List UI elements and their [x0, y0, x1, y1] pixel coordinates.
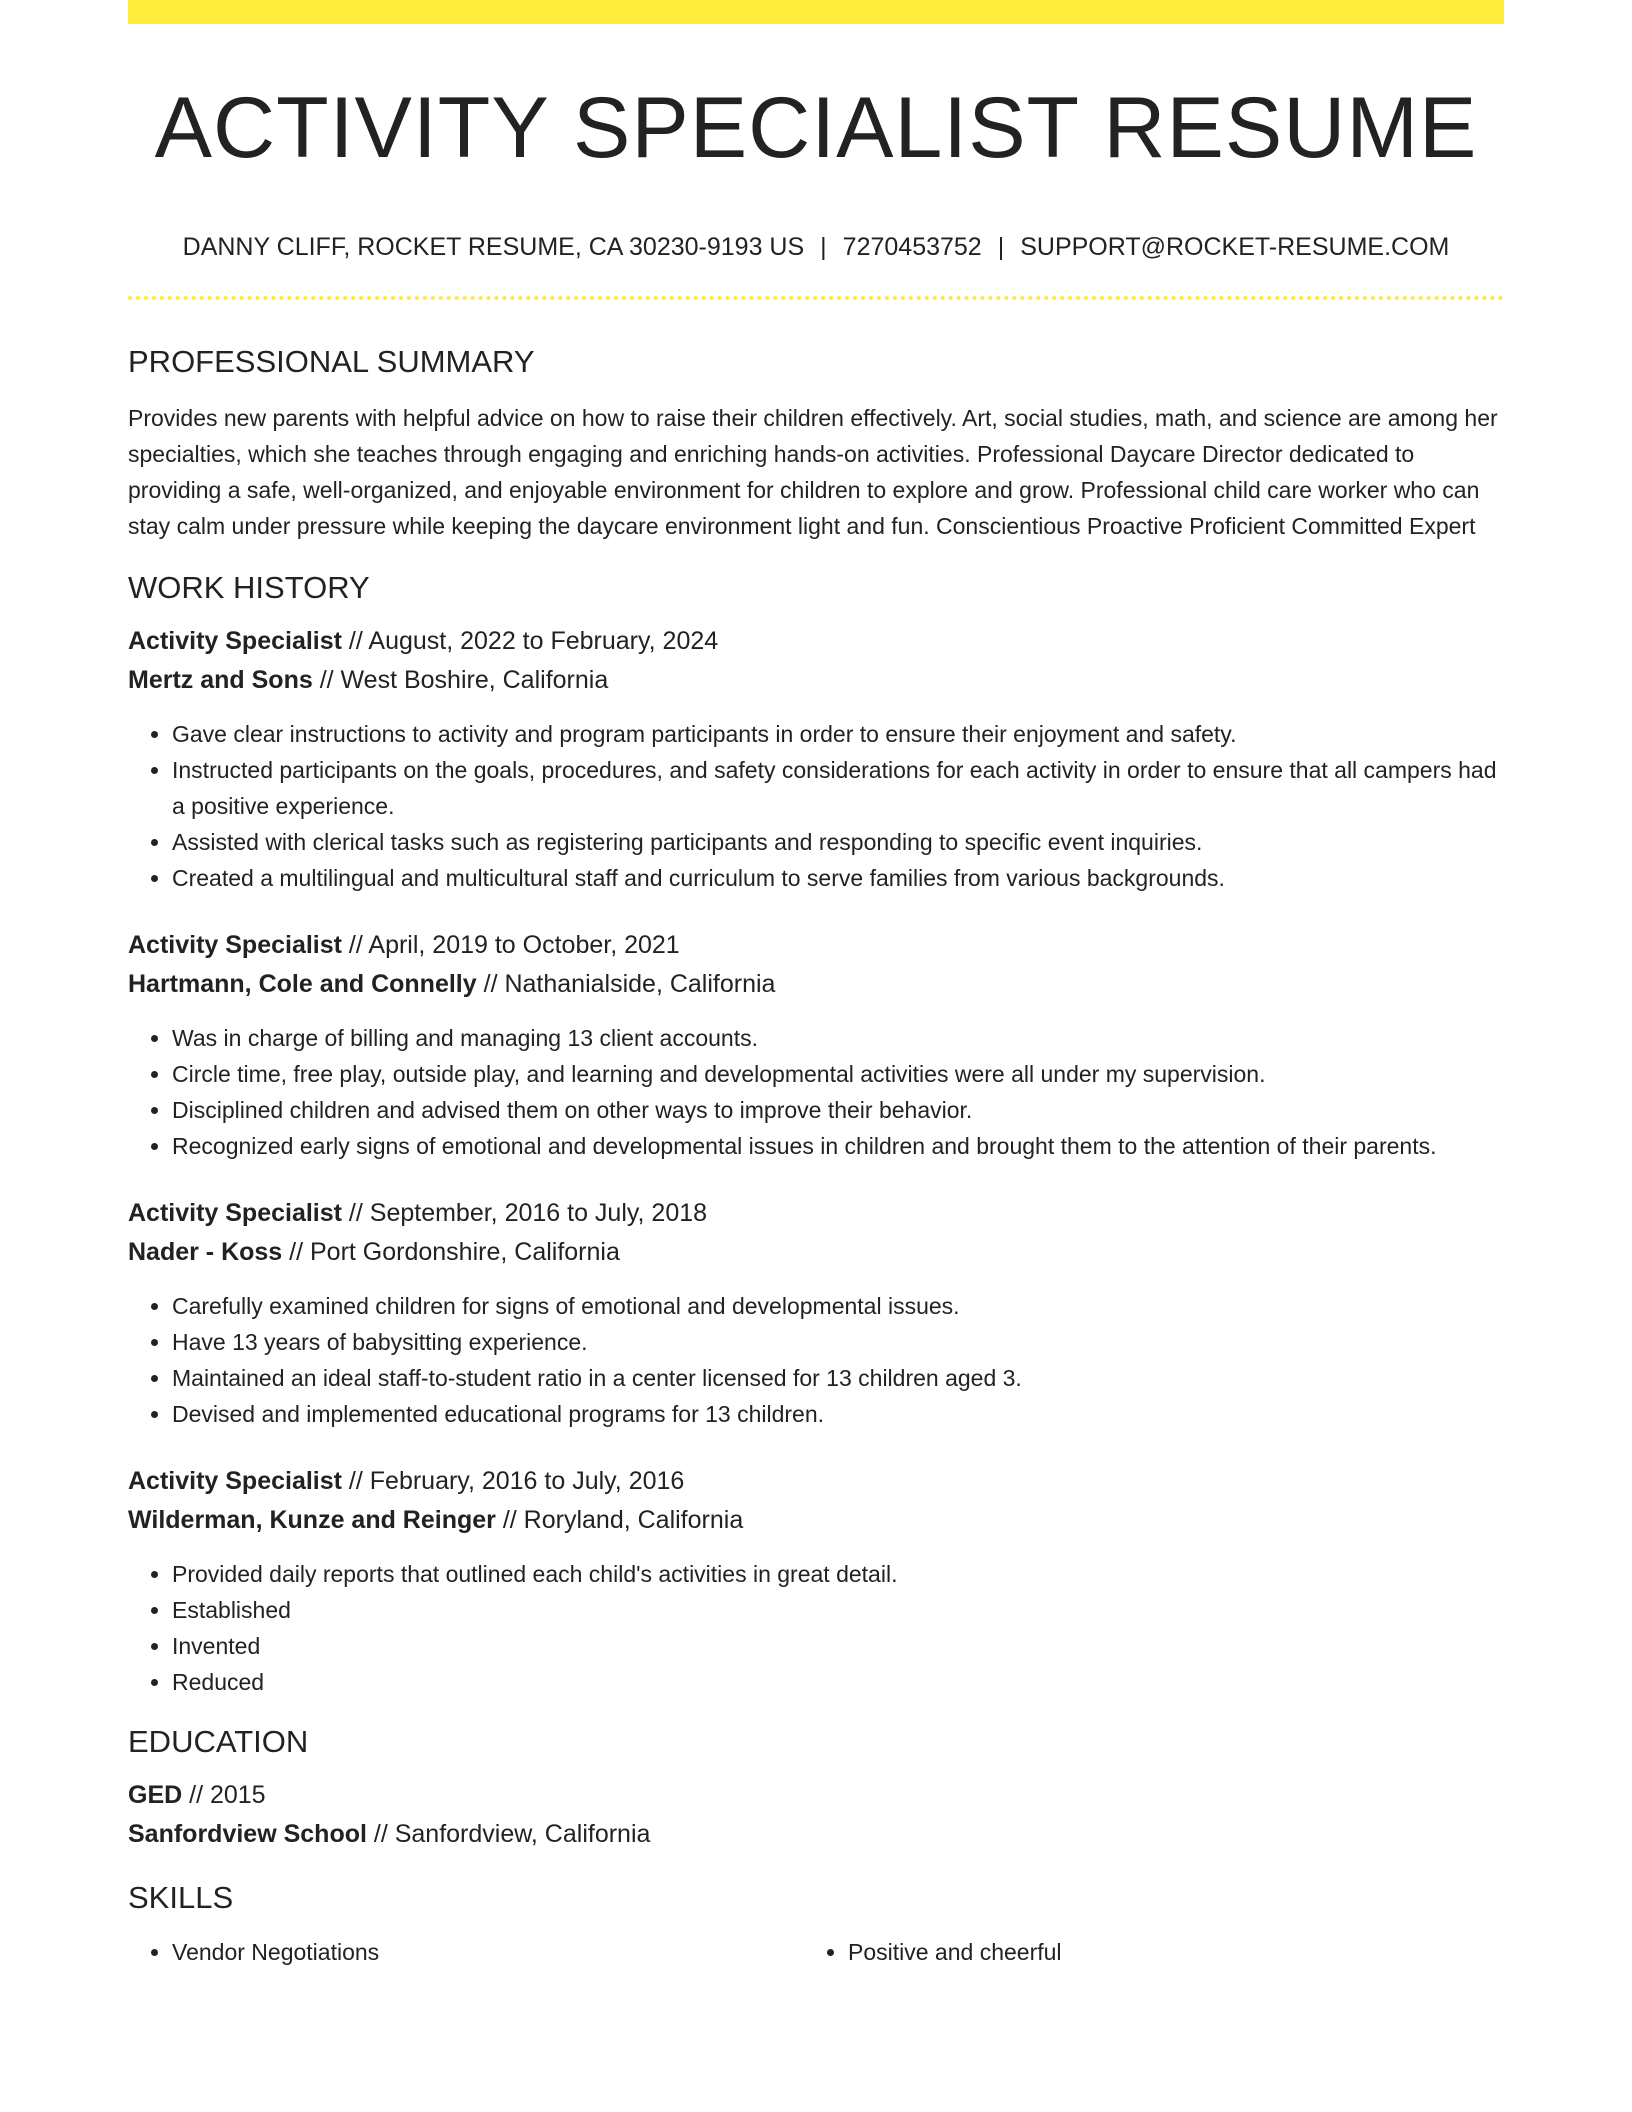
list-item: • Established: [172, 1592, 1504, 1628]
list-item: • Recognized early signs of emotional and developmental issues in children and brought them to the attention of their parents.: [172, 1128, 1504, 1164]
education-degree-line: [128, 1776, 1504, 1815]
skill-item: • Vendor Negotiations: [172, 1934, 804, 1970]
job-company: Hartmann, Cole and Connelly: [128, 970, 477, 998]
list-item: • Disciplined children and advised them on other ways to improve their behavior.: [172, 1092, 1504, 1128]
dotted-divider: [128, 296, 1504, 300]
education-heading: EDUCATION: [128, 1724, 309, 1759]
resume-title: ACTIVITY SPECIALIST RESUME: [154, 80, 1478, 176]
education-entry: [128, 1776, 1504, 1854]
summary-heading: PROFESSIONAL SUMMARY: [128, 344, 535, 379]
job-title-line: [128, 1462, 1504, 1501]
job-bullets: [128, 1556, 1504, 1700]
job-location: // Roryland, California: [495, 1506, 744, 1534]
job-company-line: [128, 1233, 1504, 1272]
contact-line: [128, 232, 1504, 262]
list-item: • Gave clear instructions to activity and program participants in order to ensure their enjoyment and safety.: [172, 716, 1504, 752]
contact-email: SUPPORT@ROCKET-RESUME.COM: [1020, 233, 1450, 261]
list-item: • Created a multilingual and multicultural staff and curriculum to serve families from various backgrounds.: [172, 860, 1504, 896]
job-company: Mertz and Sons: [128, 666, 313, 694]
skills-columns: [128, 1934, 1504, 1970]
job-company-line: [128, 965, 1504, 1004]
job-title: Activity Specialist: [128, 931, 342, 959]
job-title-line: [128, 1194, 1504, 1233]
job-location: // West Boshire, California: [312, 666, 609, 694]
list-item: • Devised and implemented educational programs for 13 children.: [172, 1396, 1504, 1432]
list-item: • Reduced: [172, 1664, 1504, 1700]
job-entry: [128, 1462, 1504, 1700]
list-item: • Maintained an ideal staff-to-student ratio in a center licensed for 13 children aged 3.: [172, 1360, 1504, 1396]
job-dates: // April, 2019 to October, 2021: [341, 931, 680, 959]
job-company-line: [128, 661, 1504, 700]
education-school: Sanfordview School: [128, 1820, 367, 1848]
job-bullets: [128, 1020, 1504, 1164]
education-degree: GED: [128, 1781, 183, 1809]
work-history-heading: WORK HISTORY: [128, 570, 370, 605]
contact-separator: |: [997, 233, 1005, 261]
job-title-line: [128, 622, 1504, 661]
list-item: • Have 13 years of babysitting experience.: [172, 1324, 1504, 1360]
job-dates: // August, 2022 to February, 2024: [341, 627, 719, 655]
job-location: // Nathanialside, California: [476, 970, 776, 998]
job-entry: [128, 1194, 1504, 1432]
top-accent-bar: [128, 0, 1504, 24]
list-item: • Was in charge of billing and managing 13 client accounts.: [172, 1020, 1504, 1056]
job-location: // Port Gordonshire, California: [282, 1238, 620, 1266]
skills-right-column: [804, 1934, 1480, 1970]
resume-page: [128, 0, 1504, 1970]
job-company: Nader - Koss: [128, 1238, 283, 1266]
contact-name-address: DANNY CLIFF, ROCKET RESUME, CA 30230-9193 US: [182, 233, 805, 261]
list-item: • Instructed participants on the goals, procedures, and safety considerations for each activity in order to ensure that all campers had a positive experience.: [172, 752, 1504, 824]
job-dates: // February, 2016 to July, 2016: [341, 1467, 685, 1495]
education-school-line: [128, 1815, 1504, 1854]
skills-left-column: [128, 1934, 804, 1970]
job-title: Activity Specialist: [128, 1467, 342, 1495]
education-location: // Sanfordview, California: [366, 1820, 651, 1848]
list-item: • Carefully examined children for signs of emotional and developmental issues.: [172, 1288, 1504, 1324]
skill-item: • Positive and cheerful: [848, 1934, 1480, 1970]
contact-separator: |: [820, 233, 827, 261]
job-title: Activity Specialist: [128, 1199, 342, 1227]
contact-phone: 7270453752: [842, 233, 982, 261]
summary-text: Provides new parents with helpful advice on how to raise their children effectively. Art, social studies, math, and science are among her specialties, which she teaches through engaging and enriching hands-on activities. Professional Daycare Director dedicated to providing a safe, well-organized, and enjoyable environment for children to explore and grow. Professional child care worker who can stay calm under pressure while keeping the daycare environment light and fun. Conscientious Proactive Proficient Committed Expert: [128, 405, 1498, 539]
job-company: Wilderman, Kunze and Reinger: [128, 1506, 496, 1534]
list-item: • Provided daily reports that outlined each child's activities in great detail.: [172, 1556, 1504, 1592]
skills-heading: SKILLS: [128, 1880, 234, 1915]
education-year: // 2015: [182, 1781, 266, 1809]
job-company-line: [128, 1501, 1504, 1540]
job-title: Activity Specialist: [128, 627, 342, 655]
list-item: • Circle time, free play, outside play, and learning and developmental activities were all under my supervision.: [172, 1056, 1504, 1092]
job-entry: [128, 622, 1504, 896]
job-bullets: [128, 1288, 1504, 1432]
job-title-line: [128, 926, 1504, 965]
list-item: • Assisted with clerical tasks such as registering participants and responding to specific event inquiries.: [172, 824, 1504, 860]
job-dates: // September, 2016 to July, 2018: [341, 1199, 708, 1227]
list-item: • Invented: [172, 1628, 1504, 1664]
job-bullets: [128, 716, 1504, 896]
job-entry: [128, 926, 1504, 1164]
